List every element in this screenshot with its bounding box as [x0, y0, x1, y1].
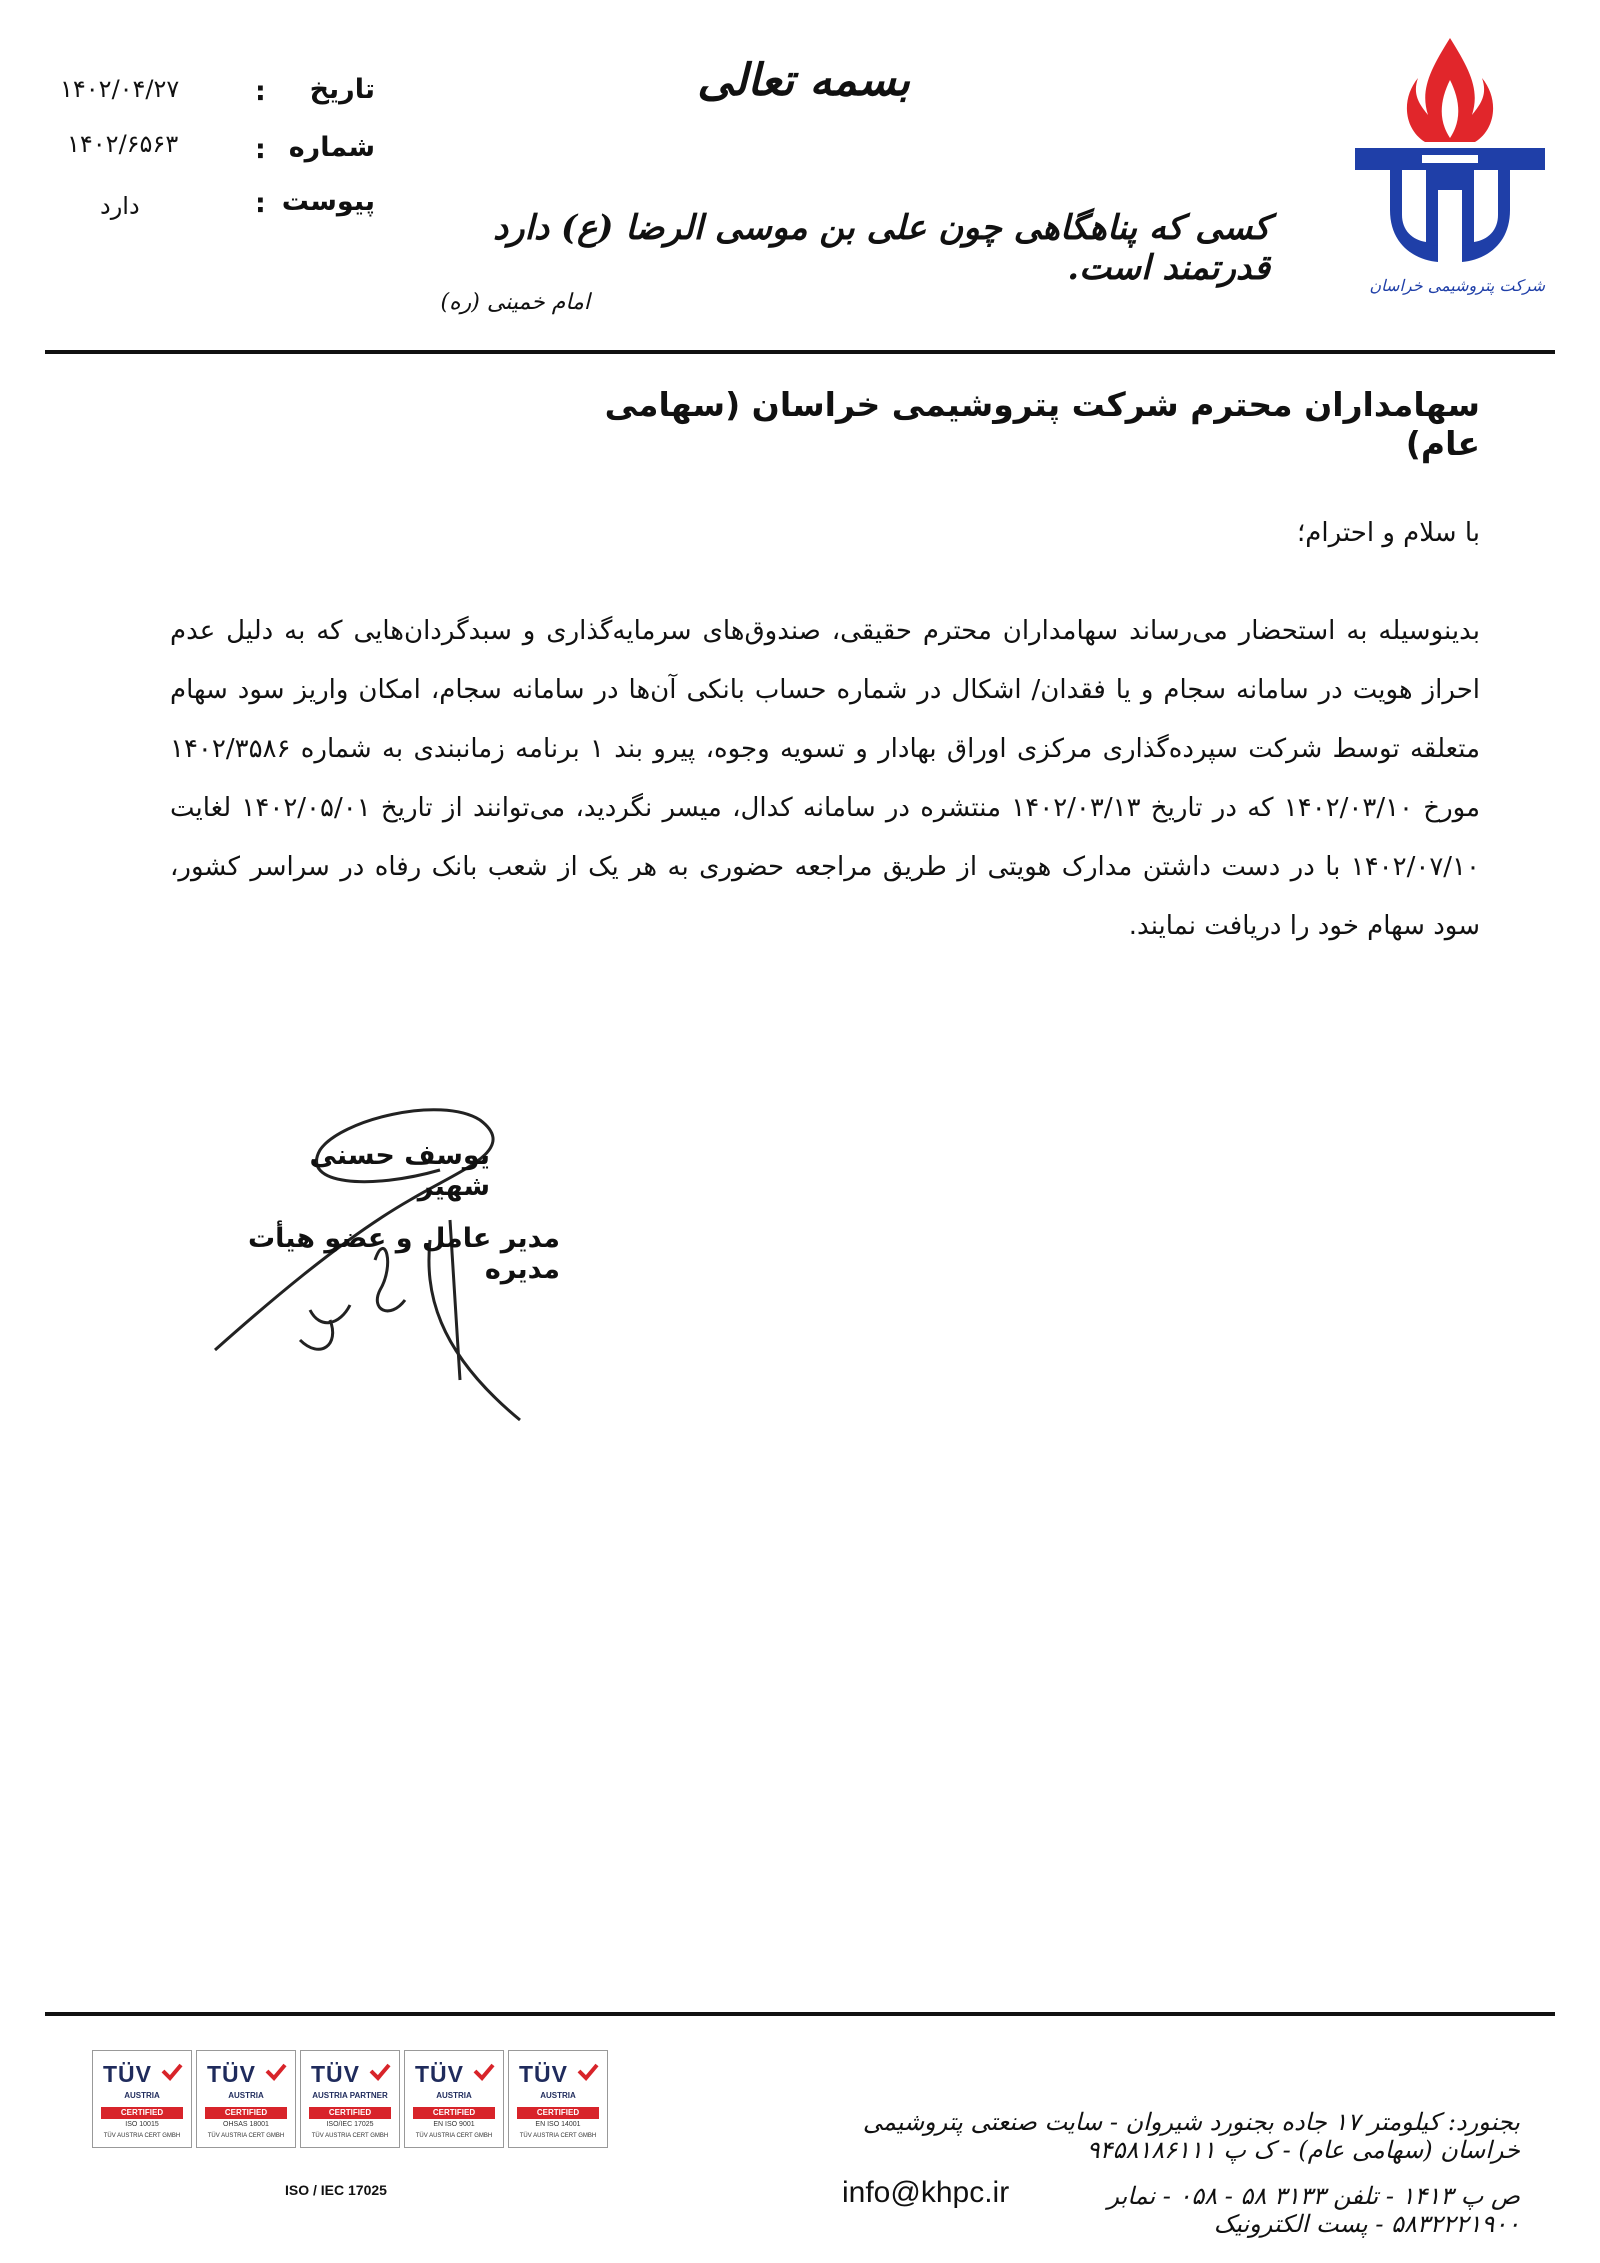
tuv-standard: EN ISO 14001 — [535, 2121, 581, 2128]
logo-caption: شرکت پتروشیمی خراسان — [1369, 276, 1545, 295]
tuv-cert-badge — [92, 2050, 192, 2148]
tuv-band: CERTIFIED — [101, 2107, 183, 2119]
greeting: با سلام و احترام؛ — [1297, 518, 1480, 548]
checkmark-icon — [369, 2063, 391, 2081]
tuv-cert-footer: TÜV AUSTRIA CERT GMBH — [207, 2133, 285, 2139]
letter-meta — [55, 70, 375, 230]
date-label: تاریخ — [309, 74, 375, 105]
tuv-band: CERTIFIED — [205, 2107, 287, 2119]
checkmark-icon — [577, 2063, 599, 2081]
letter-body: بدینوسیله به استحضار می‌رساند سهامداران محترم حقیقی، صندوق‌های سرمایه‌گذاری و سبدگردان‌هایی که به دلیل عدم احراز هویت در سامانه سجام و یا فقدان/ اشکال در شماره حساب بانکی آن‌ها در سامانه سجام، امکان واریز سود سهام متعلقه توسط شرکت سپرده‌گذاری مرکزی اوراق بهادار و تسویه وجوه، پیرو بند ۱ برنامه زمانبندی به شماره ۱۴۰۲/۳۵۸۶ مورخ ۱۴۰۲/۰۳/۱۰ که در تاریخ ۱۴۰۲/۰۳/۱۳ منتشره در سامانه کدال، میسر نگردید، می‌توانند از تاریخ ۱۴۰۲/۰۵/۰۱ لغایت ۱۴۰۲/۰۷/۱۰ با در دست داشتن مدارک هویتی از طریق مراجعه حضوری به هر یک از شعب بانک رفاه در سراسر کشور، سود سهام خود را دریافت نمایند. — [170, 616, 1480, 941]
basmala: بسمه تعالی — [697, 55, 910, 106]
checkmark-icon — [265, 2063, 287, 2081]
tuv-cert-badge — [196, 2050, 296, 2148]
tuv-cert-footer: TÜV AUSTRIA CERT GMBH — [311, 2133, 389, 2139]
number-label: شماره — [288, 132, 375, 163]
tuv-sub: AUSTRIA — [228, 2091, 264, 2100]
tuv-sub: AUSTRIA — [124, 2091, 160, 2100]
tuv-cert-footer: TÜV AUSTRIA CERT GMBH — [103, 2133, 181, 2139]
certification-badges — [92, 2050, 612, 2160]
tuv-standard: EN ISO 9001 — [433, 2121, 475, 2128]
footer-email[interactable]: info@khpc.ir — [842, 2176, 1010, 2209]
quote-author: امام خمینی (ره) — [440, 290, 590, 315]
header-divider — [45, 350, 1555, 354]
tuv-cert-badge — [300, 2050, 400, 2148]
footer-address-line1: بجنورد: کیلومتر ۱۷ جاده بجنورد شیروان - سایت صنعتی پتروشیمی خراسان (سهامی عام) - ک پ ۹۴۵۸۱۸۶۱۱۱ — [862, 2108, 1520, 2164]
tuv-brand: TÜV — [415, 2061, 464, 2087]
tuv-standard: OHSAS 18001 — [223, 2121, 269, 2128]
tuv-brand: TÜV — [519, 2061, 568, 2087]
checkmark-icon — [473, 2063, 495, 2081]
signatory-title: مدیر عامل و عضو هیأت مدیره — [247, 1223, 560, 1285]
tuv-band: CERTIFIED — [413, 2107, 495, 2119]
tuv-sub: AUSTRIA — [540, 2091, 576, 2100]
date-value: ۱۴۰۲/۰۴/۲۷ — [60, 75, 180, 103]
number-colon: : — [255, 134, 266, 165]
attachment-colon: : — [255, 188, 266, 219]
date-colon: : — [255, 76, 266, 107]
tuv-sub: AUSTRIA — [436, 2091, 472, 2100]
tuv-brand: TÜV — [103, 2061, 152, 2087]
footer-divider — [45, 2012, 1555, 2016]
tuv-band: CERTIFIED — [517, 2107, 599, 2119]
iso-label: ISO / IEC 17025 — [285, 2182, 387, 2198]
tuv-cert-badge — [404, 2050, 504, 2148]
tuv-brand: TÜV — [207, 2061, 256, 2087]
checkmark-icon — [161, 2063, 183, 2081]
tuv-cert-badge — [508, 2050, 608, 2148]
tuv-standard: ISO 10015 — [125, 2121, 159, 2128]
footer-address-line2: ص پ ۱۴۱۳ - تلفن ۳۱۳۳ ۵۸ - ۰۵۸ - نمابر ۵۸۳۲۲۲۱۹۰۰ - پست الکترونیک — [1107, 2182, 1520, 2238]
signatory-name: یوسف حسنی شهیر — [309, 1140, 490, 1202]
company-logo — [1350, 30, 1550, 310]
tuv-sub: AUSTRIA PARTNER — [312, 2091, 388, 2100]
flame-torch-icon — [1350, 30, 1550, 310]
tuv-cert-footer: TÜV AUSTRIA CERT GMBH — [415, 2133, 493, 2139]
header-quote: کسی که پناهگاهی چون علی بن موسی الرضا (ع) دارد قدرتمند است. — [492, 208, 1270, 288]
tuv-brand: TÜV — [311, 2061, 360, 2087]
tuv-cert-footer: TÜV AUSTRIA CERT GMBH — [519, 2133, 597, 2139]
addressee: سهامداران محترم شرکت پتروشیمی خراسان (سهامی عام) — [604, 385, 1480, 463]
attachment-label: پیوست — [281, 186, 375, 217]
number-value: ۱۴۰۲/۶۵۶۳ — [67, 130, 179, 158]
tuv-standard: ISO/IEC 17025 — [326, 2121, 374, 2128]
tuv-band: CERTIFIED — [309, 2107, 391, 2119]
attachment-value: دارد — [100, 192, 140, 220]
